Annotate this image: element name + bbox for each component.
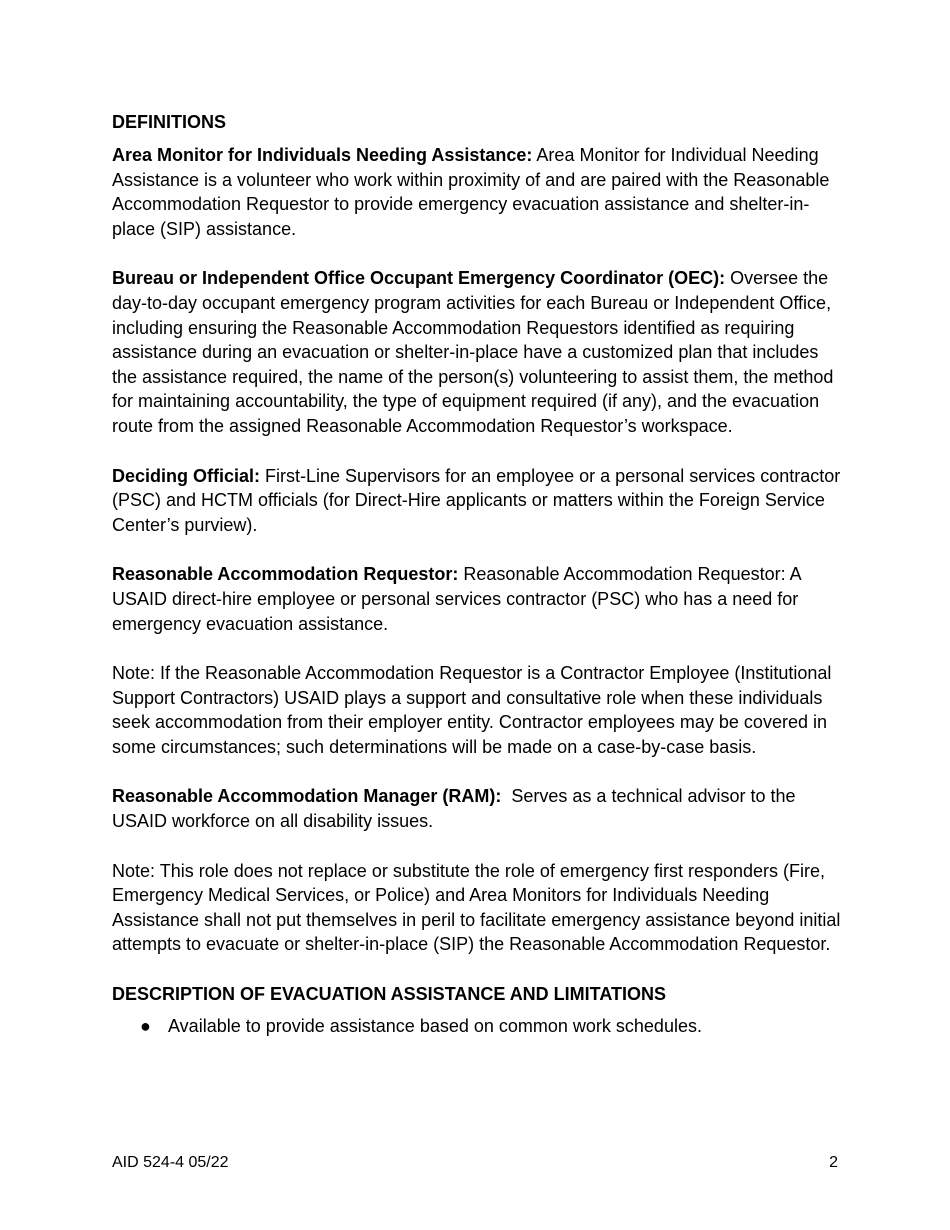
definitions-heading: DEFINITIONS [112, 112, 227, 132]
definition-term: Reasonable Accommodation Requestor: [112, 564, 459, 585]
definition-term: Bureau or Independent Office Occupant Emergency Coordinator (OEC): [112, 268, 726, 289]
note-first-responders: Note: This role does not replace or substitute the role of emergency first responders (Fire, Emergency Medical Services, or Police) and Area Monitors for Individuals Needing Assistance shall not put themselves in peril to facilitate emergency assistance beyond initial attempts to evacuate or shelter-in-place (SIP) the Reasonable Accommodation Requestor. [112, 860, 841, 955]
definition-term: Deciding Official: [112, 465, 261, 486]
definition-ram [112, 784, 842, 833]
bullet-icon: ● [140, 1016, 151, 1037]
definition-term: Area Monitor for Individuals Needing Assistance: [112, 145, 533, 165]
definition-deciding-official [112, 464, 842, 538]
description-heading: DESCRIPTION OF EVACUATION ASSISTANCE AND LIMITATIONS [112, 984, 667, 1005]
description-bullet-list [112, 1014, 842, 1038]
definition-area-monitor [112, 143, 842, 241]
definition-text: Serves as a technical advisor to the USAID workforce on all disability issues. [112, 786, 801, 832]
document-page [112, 110, 842, 1038]
definition-ra-requestor [112, 562, 842, 636]
footer-page-number: 2 [829, 1154, 838, 1171]
definition-term: Reasonable Accommodation Manager (RAM): [112, 786, 502, 807]
definition-text: Area Monitor for Individual Needing Assistance is a volunteer who work within proximity of and are paired with the Reasonable Accommodation Requestor to provide emergency evacuation assistance and shelter-in-place (SIP) assistance. [112, 145, 830, 239]
definition-text: Reasonable Accommodation Requestor: A USAID direct-hire employee or personal services contractor (PSC) who has a need for emergency evacuation assistance. [112, 564, 801, 634]
definition-text: Oversee the day-to-day occupant emergency program activities for each Bureau or Independent Office, including ensuring the Reasonable Accommodation Requestors identified as requiring assistance during an evacuation or shelter-in-place have a customized plan that includes the assistance required, the name of the person(s) volunteering to assist them, the method for maintaining accountability, the type of equipment required (if any), and the evacuation route from the assigned Reasonable Accommodation Requestor’s workspace. [112, 268, 834, 436]
definition-oec [112, 266, 842, 438]
footer-form-id: AID 524-4 05/22 [112, 1154, 229, 1171]
list-item [112, 1014, 842, 1038]
list-item-text: Available to provide assistance based on common work schedules. [168, 1016, 702, 1037]
note-contractor-employee: Note: If the Reasonable Accommodation Requestor is a Contractor Employee (Institutional Support Contractors) USAID plays a support and consultative role when these individuals seek accommodation from their employer entity. Contractor employees may be covered in some circumstances; such determinations will be made on a case-by-case basis. [112, 663, 832, 757]
definition-text: First-Line Supervisors for an employee or a personal services contractor (PSC) and HCTM officials (for Direct-Hire applicants or matters within the Foreign Service Center’s purview). [112, 465, 841, 535]
